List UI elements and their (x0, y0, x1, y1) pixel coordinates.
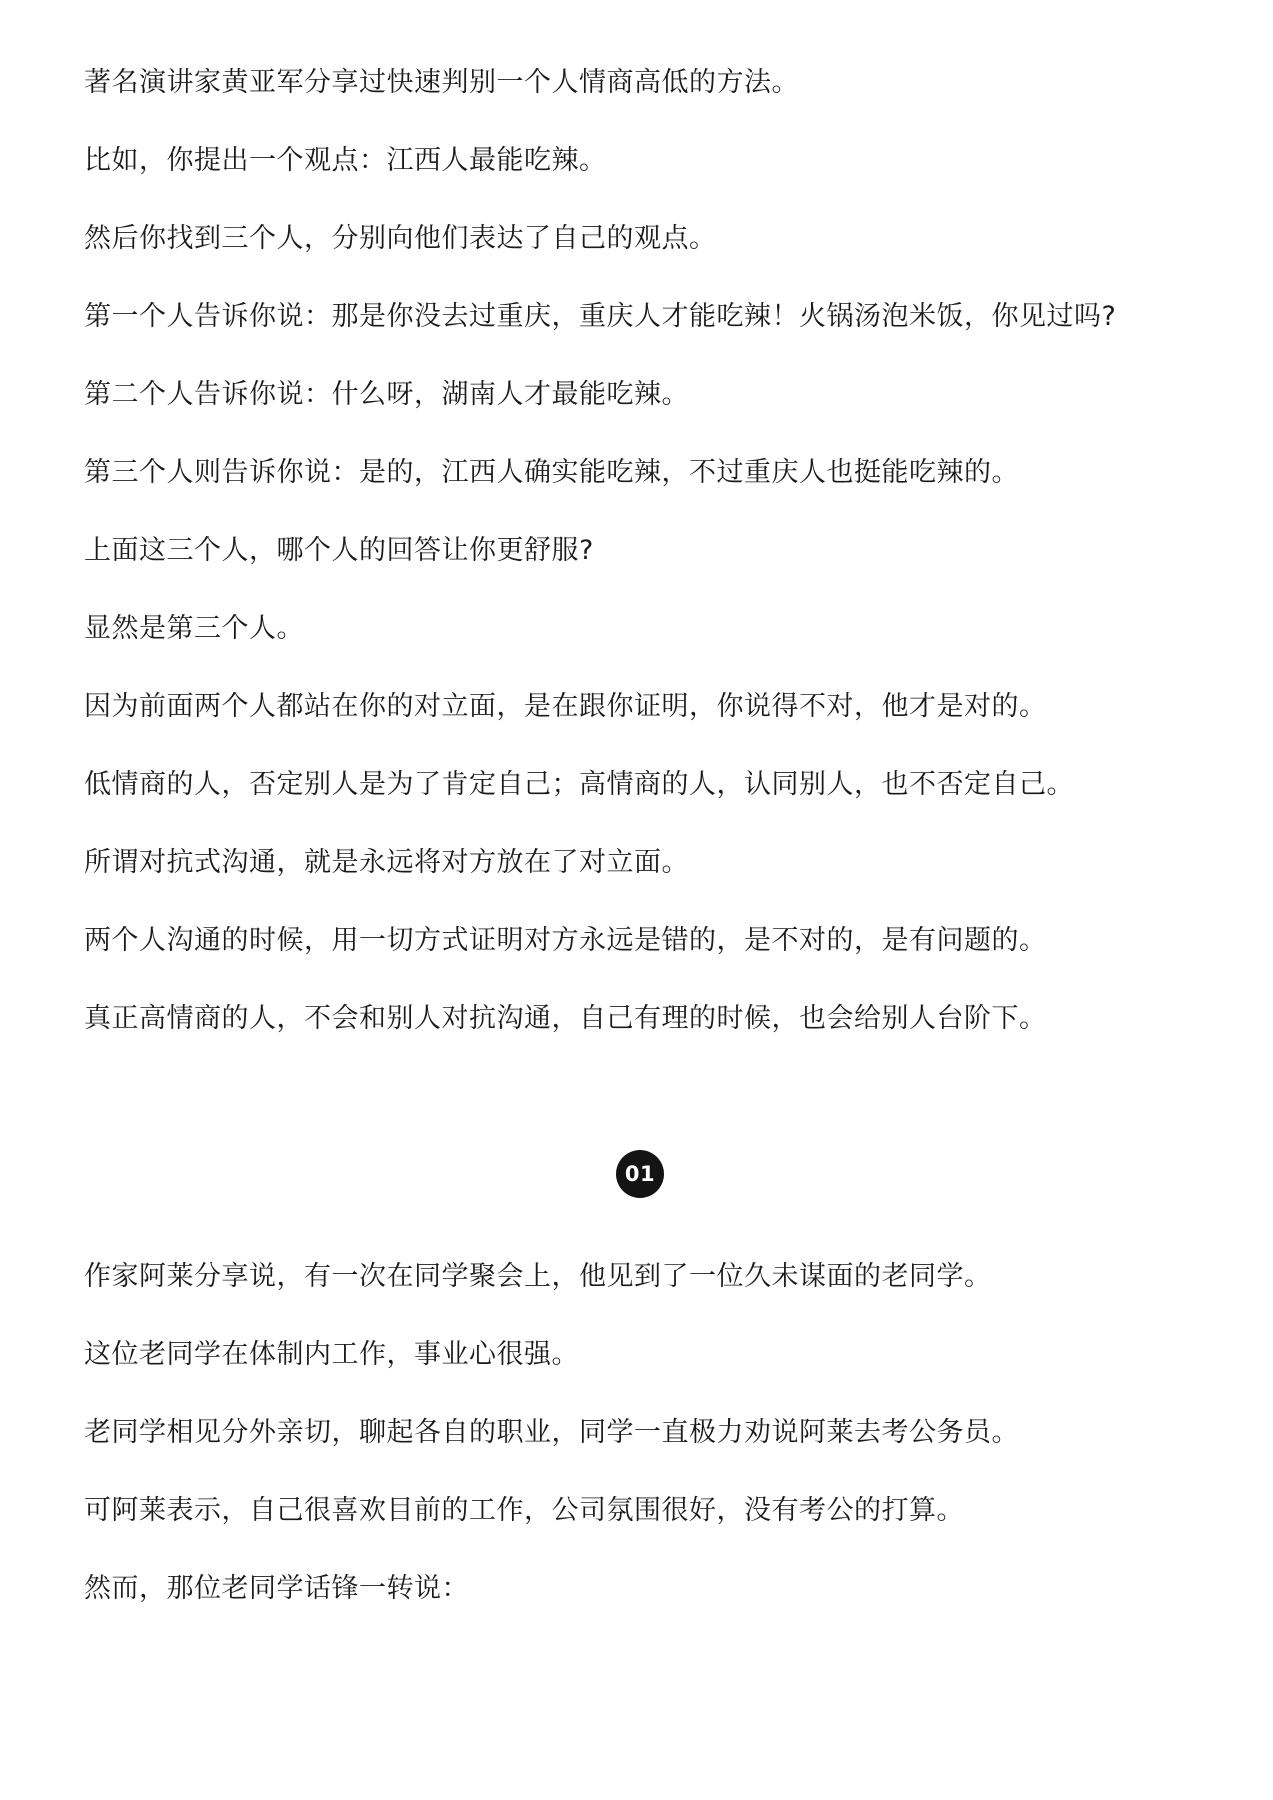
intro-paragraph-10: 低情商的人，否定别人是为了肯定自己；高情商的人，认同别人，也不否定自己。 (84, 769, 1074, 800)
intro-paragraph-5: 第二个人告诉你说：什么呀，湖南人才最能吃辣。 (84, 379, 689, 410)
intro-paragraph-7: 上面这三个人，哪个人的回答让你更舒服? (84, 535, 594, 566)
intro-paragraph-13: 真正高情商的人，不会和别人对抗沟通，自己有理的时候，也会给别人台阶下。 (84, 1003, 1047, 1034)
intro-paragraph-8: 显然是第三个人。 (84, 613, 304, 644)
section-number-badge: 01 (616, 1150, 664, 1198)
intro-paragraph-6: 第三个人则告诉你说：是的，江西人确实能吃辣，不过重庆人也挺能吃辣的。 (84, 457, 1019, 488)
section-paragraph-2: 这位老同学在体制内工作，事业心很强。 (84, 1339, 579, 1370)
section-paragraph-1: 作家阿莱分享说，有一次在同学聚会上，他见到了一位久未谋面的老同学。 (84, 1261, 992, 1292)
intro-paragraph-4: 第一个人告诉你说：那是你没去过重庆，重庆人才能吃辣！火锅汤泡米饭，你见过吗? (84, 301, 1117, 332)
intro-paragraph-3: 然后你找到三个人，分别向他们表达了自己的观点。 (84, 223, 717, 254)
intro-paragraph-2: 比如，你提出一个观点：江西人最能吃辣。 (84, 145, 607, 176)
section-paragraph-5: 然而，那位老同学话锋一转说： (84, 1573, 469, 1604)
section-paragraph-4: 可阿莱表示，自己很喜欢目前的工作，公司氛围很好，没有考公的打算。 (84, 1495, 964, 1526)
section-paragraph-3: 老同学相见分外亲切，聊起各自的职业，同学一直极力劝说阿莱去考公务员。 (84, 1417, 1019, 1448)
intro-paragraph-9: 因为前面两个人都站在你的对立面，是在跟你证明，你说得不对，他才是对的。 (84, 691, 1047, 722)
intro-paragraph-1: 著名演讲家黄亚军分享过快速判别一个人情商高低的方法。 (84, 67, 799, 98)
intro-paragraph-11: 所谓对抗式沟通，就是永远将对方放在了对立面。 (84, 847, 689, 878)
intro-paragraph-12: 两个人沟通的时候，用一切方式证明对方永远是错的，是不对的，是有问题的。 (84, 925, 1047, 956)
